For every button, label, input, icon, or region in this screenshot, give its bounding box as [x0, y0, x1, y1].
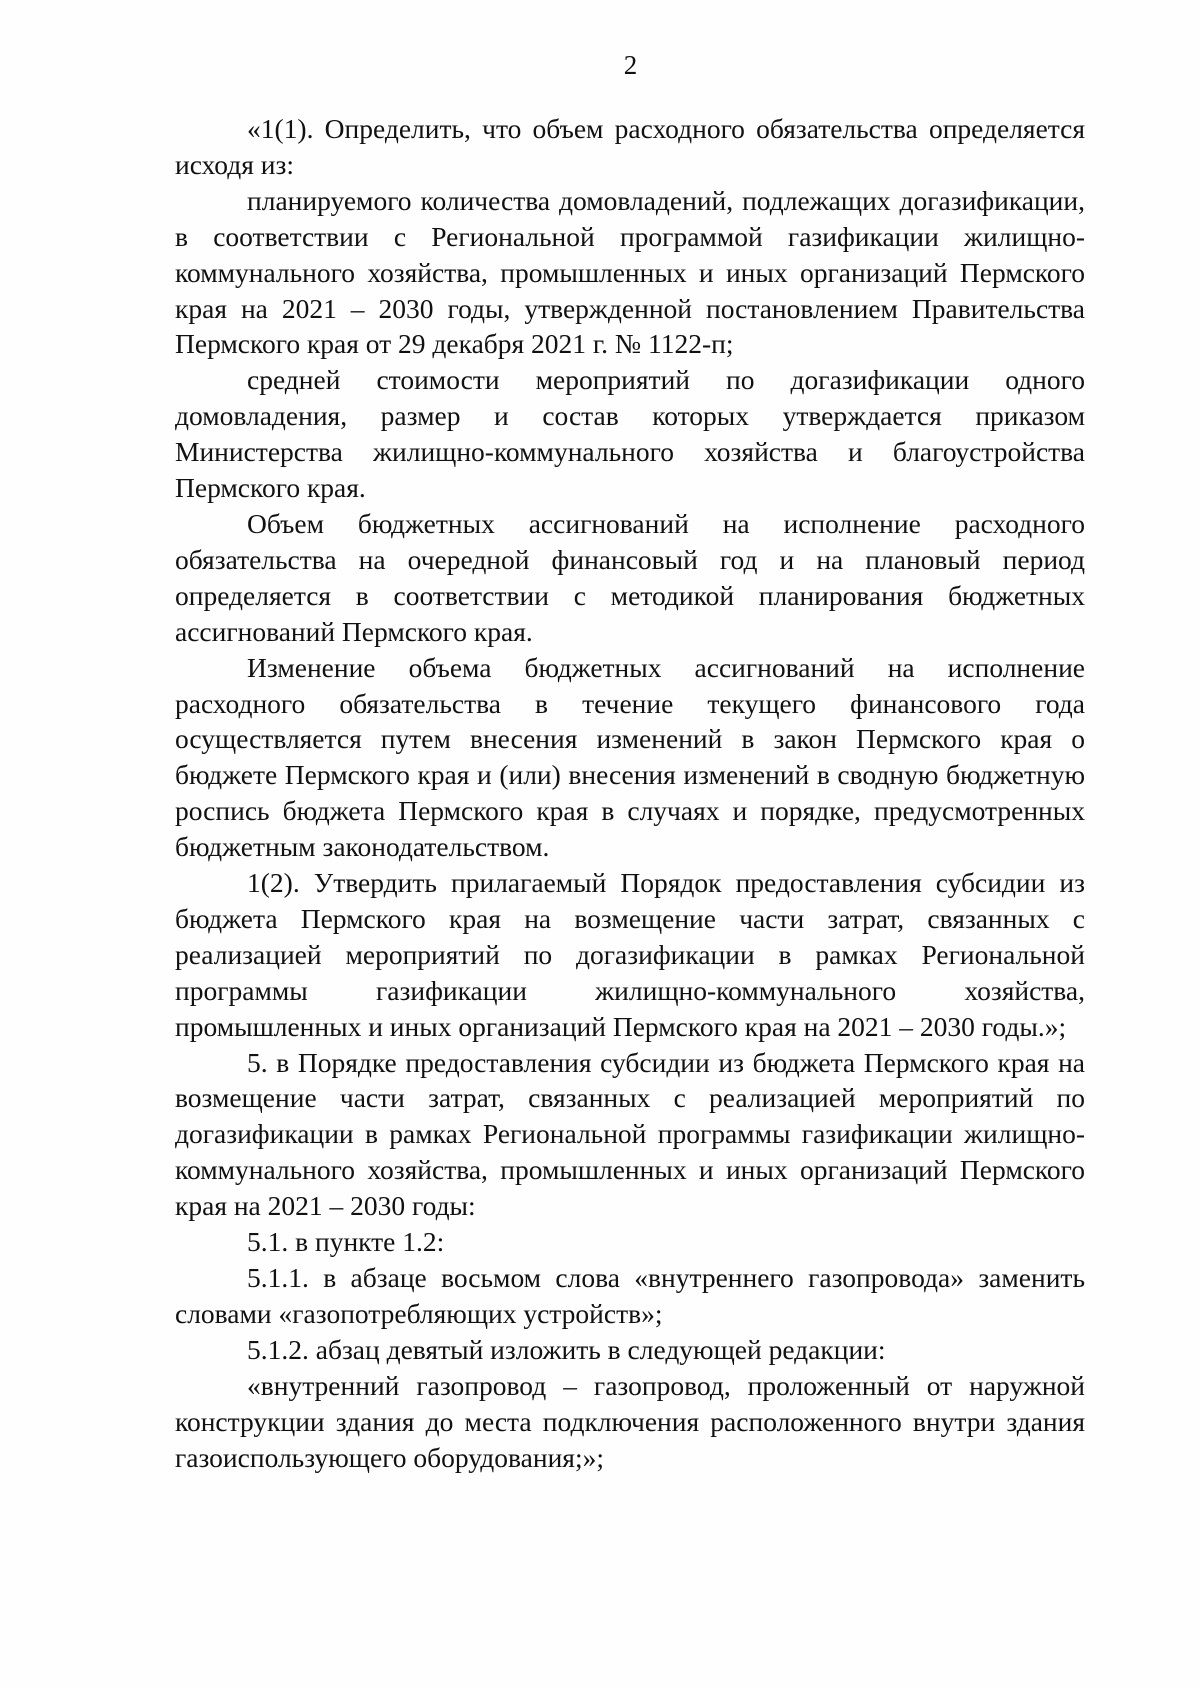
page-number: 2	[623, 50, 638, 80]
paragraph-budget-volume: Объем бюджетных ассигнований на исполнение расходного обязательства на очередной финансовый год и на плановый период определяется в соответствии с методикой планирования бюджетных ассигнований Пермского края.	[175, 507, 1085, 647]
paragraph-internal-gas-pipeline: «внутренний газопровод – газопровод, проложенный от наружной конструкции здания до места подключения расположенного внутри здания газоиспользующего оборудования;»;	[175, 1369, 1085, 1473]
paragraph-1-1-intro: «1(1). Определить, что объем расходного обязательства определяется исходя из:	[175, 113, 1085, 180]
paragraph-average-cost: средней стоимости мероприятий по догазификации одного домовладения, размер и состав которых утверждается приказом Министерства жилищно-коммунального хозяйства и благоустройства Пермского края.	[175, 364, 1085, 504]
paragraph-5-1-2: 5.1.2. абзац девятый изложить в следующей редакции:	[247, 1333, 886, 1365]
paragraph-5-1-1: 5.1.1. в абзаце восьмом слова «внутреннего газопровода» заменить словами «газопотребляющих устройств»;	[175, 1262, 1085, 1329]
paragraph-5-1: 5.1. в пункте 1.2:	[247, 1226, 445, 1258]
paragraph-budget-change: Изменение объема бюджетных ассигнований на исполнение расходного обязательства в течение текущего финансового года осуществляется путем внесения изменений в закон Пермского края о бюджете Пермского края и (или) внесения изменений в сводную бюджетную роспись бюджета Пермского края в случаях и порядке, предусмотренных бюджетным законодательством.	[175, 651, 1085, 863]
paragraph-5-procedure: 5. в Порядке предоставления субсидии из бюджета Пермского края на возмещение части затрат, связанных с реализацией мероприятий по догазификации в рамках Региональной программы газификации жилищно-коммунального хозяйства, промышленных и иных организаций Пермского края на 2021 – 2030 годы:	[175, 1046, 1085, 1222]
document-body	[175, 111, 1085, 1475]
paragraph-1-2-approve: 1(2). Утвердить прилагаемый Порядок предоставления субсидии из бюджета Пермского края на возмещение части затрат, связанных с реализацией мероприятий по догазификации в рамках Региональной программы газификации жилищно-коммунального хозяйства, промышленных и иных организаций Пермского края на 2021 – 2030 годы.»;	[175, 867, 1085, 1042]
paragraph-planned-households: планируемого количества домовладений, подлежащих догазификации, в соответствии с Региональной программой газификации жилищно-коммунального хозяйства, промышленных и иных организаций Пермского края на 2021 – 2030 годы, утвержденной постановлением Правительства Пермского края от 29 декабря 2021 г. № 1122-п;	[175, 184, 1085, 360]
